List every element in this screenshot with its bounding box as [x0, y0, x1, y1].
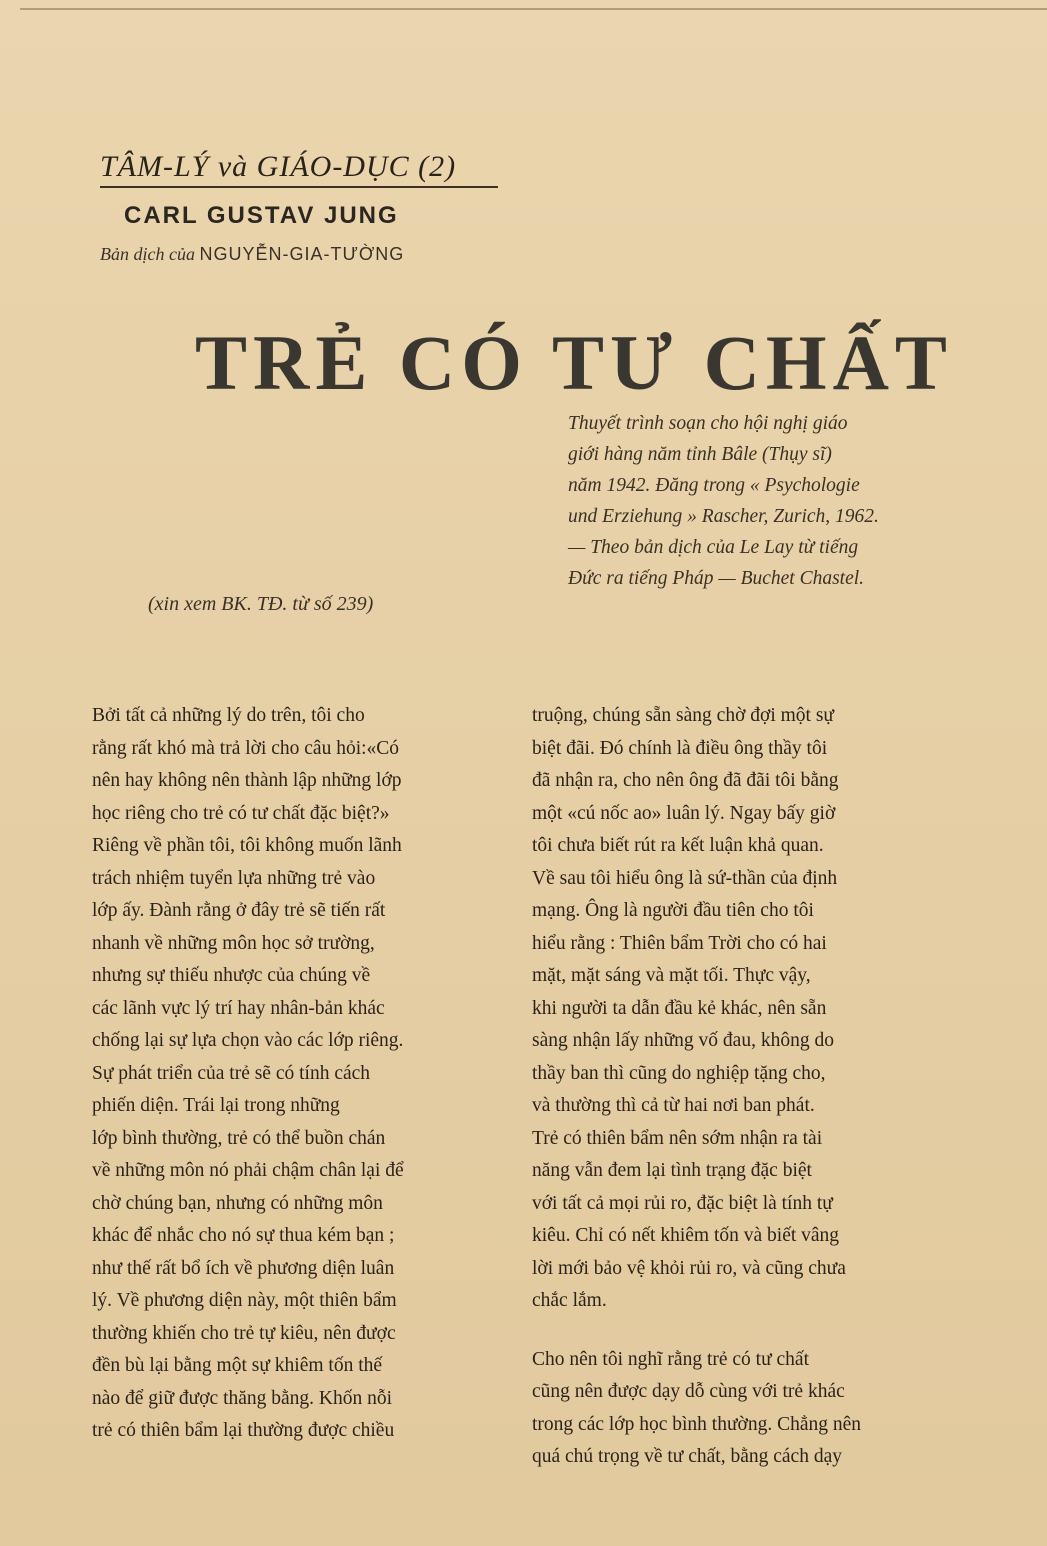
text-line: cũng nên được dạy dỗ cùng với trẻ khác — [532, 1381, 845, 1402]
text-line: biệt đãi. Đó chính là điều ông thầy tôi — [532, 737, 828, 759]
series-reference: (xin xem BK. TĐ. từ số 239) — [148, 593, 374, 615]
note-line: und Erziehung » Rascher, Zurich, 1962. — [568, 506, 879, 527]
note-line: Đức ra tiếng Pháp — Buchet Chastel. — [568, 568, 865, 589]
text-line: rằng rất khó mà trả lời cho câu hỏi:«Có — [92, 737, 400, 759]
text-line: thường khiến cho trẻ tự kiêu, nên được — [92, 1322, 396, 1344]
text-line: thầy ban thì cũng do nghiệp tặng cho, — [532, 1062, 826, 1084]
text-line: Cho nên tôi nghĩ rằng trẻ có tư chất — [532, 1348, 809, 1370]
text-line: trẻ có thiên bẩm lại thường được chiều — [92, 1420, 395, 1441]
text-line: hiểu rằng : Thiên bẩm Trời cho có hai — [532, 932, 827, 954]
text-line: trong các lớp học bình thường. Chẳng nên — [532, 1413, 862, 1435]
text-line: lớp ấy. Đành rằng ở đây trẻ sẽ tiến rất — [92, 900, 386, 921]
text-line: đền bù lại bằng một sự khiêm tốn thế — [92, 1355, 383, 1376]
text-line: học riêng cho trẻ có tư chất đặc biệt?» — [92, 802, 390, 824]
series-title: TÂM-LÝ và GIÁO-DỤC (2) — [100, 150, 498, 188]
top-edge-rule — [20, 8, 1047, 10]
text-line: kiêu. Chỉ có nết khiêm tốn và biết vâng — [532, 1225, 840, 1246]
text-line: lời mới bảo vệ khỏi rủi ro, và cũng chưa — [532, 1257, 846, 1279]
text-line: nên hay không nên thành lập những lớp — [92, 770, 402, 791]
note-line: giới hàng năm tỉnh Bâle (Thụy sĩ) — [568, 444, 832, 465]
text-line: Về sau tôi hiểu ông là sứ-thần của định — [532, 867, 838, 889]
text-line: năng vẫn đem lại tình trạng đặc biệt — [532, 1160, 812, 1181]
note-line: Thuyết trình soạn cho hội nghị giáo — [568, 413, 848, 434]
text-line: lớp bình thường, trẻ có thể buồn chán — [92, 1127, 386, 1149]
note-line: năm 1942. Đăng trong « Psychologie — [568, 475, 860, 496]
left-column — [92, 700, 482, 1448]
text-line: phiến diện. Trái lại trong những — [92, 1095, 340, 1116]
text-line: lý. Về phương diện này, một thiên bẩm — [92, 1290, 397, 1311]
text-line: khi người ta dẫn đầu kẻ khác, nên sẵn — [532, 997, 827, 1019]
text-line: về những môn nó phải chậm chân lại để — [92, 1160, 404, 1181]
text-line: với tất cả mọi rủi ro, đặc biệt là tính tự — [532, 1192, 833, 1214]
text-line: khác để nhắc cho nó sự thua kém bạn ; — [92, 1225, 395, 1246]
text-line: mạng. Ông là người đầu tiên cho tôi — [532, 900, 814, 921]
text-line: sàng nhận lấy những vố đau, không do — [532, 1030, 834, 1051]
source-note — [568, 408, 948, 594]
text-line: truộng, chúng sẵn sàng chờ đợi một sự — [532, 705, 834, 726]
right-column — [532, 700, 944, 1474]
translator-name: NGUYỄN-GIA-TƯỜNG — [199, 244, 405, 264]
text-line: một «cú nốc ao» luân lý. Ngay bấy giờ — [532, 802, 836, 824]
text-line: Sự phát triển của trẻ sẽ có tính cách — [92, 1062, 371, 1084]
note-line: — Theo bản dịch của Le Lay từ tiếng — [568, 537, 859, 558]
text-line: nhưng sự thiếu nhược của chúng về — [92, 965, 371, 986]
translator-prefix: Bản dịch của — [100, 244, 195, 264]
text-line: chờ chúng bạn, nhưng có những môn — [92, 1192, 383, 1214]
text-line: như thế rất bổ ích về phương diện luân — [92, 1257, 395, 1279]
text-line: Trẻ có thiên bẩm nên sớm nhận ra tài — [532, 1127, 823, 1149]
text-line: đã nhận ra, cho nên ông đã đãi tôi bằng — [532, 770, 839, 791]
text-line: các lãnh vực lý trí hay nhân-bản khác — [92, 997, 385, 1019]
text-line: Riêng về phần tôi, tôi không muốn lãnh — [92, 835, 402, 856]
translator-credit — [100, 244, 404, 265]
paragraph-gap — [532, 1318, 944, 1344]
text-line: quá chú trọng về tư chất, bằng cách dạy — [532, 1446, 842, 1467]
text-line: mặt, mặt sáng và mặt tối. Thực vậy, — [532, 965, 811, 986]
article-title: TRẺ CÓ TƯ CHẤT — [195, 319, 953, 406]
text-line: Bởi tất cả những lý do trên, tôi cho — [92, 705, 365, 726]
text-line: trách nhiệm tuyển lựa những trẻ vào — [92, 867, 376, 889]
text-line: chống lại sự lựa chọn vào các lớp riêng. — [92, 1030, 404, 1051]
text-line: nào để giữ được thăng bằng. Khốn nỗi — [92, 1387, 393, 1409]
author-name: CARL GUSTAV JUNG — [124, 202, 399, 229]
text-line: nhanh về những môn học sở trường, — [92, 932, 375, 954]
text-line: và thường thì cả từ hai nơi ban phát. — [532, 1095, 815, 1116]
text-line: tôi chưa biết rút ra kết luận khả quan. — [532, 835, 824, 856]
text-line: chắc lắm. — [532, 1290, 607, 1311]
